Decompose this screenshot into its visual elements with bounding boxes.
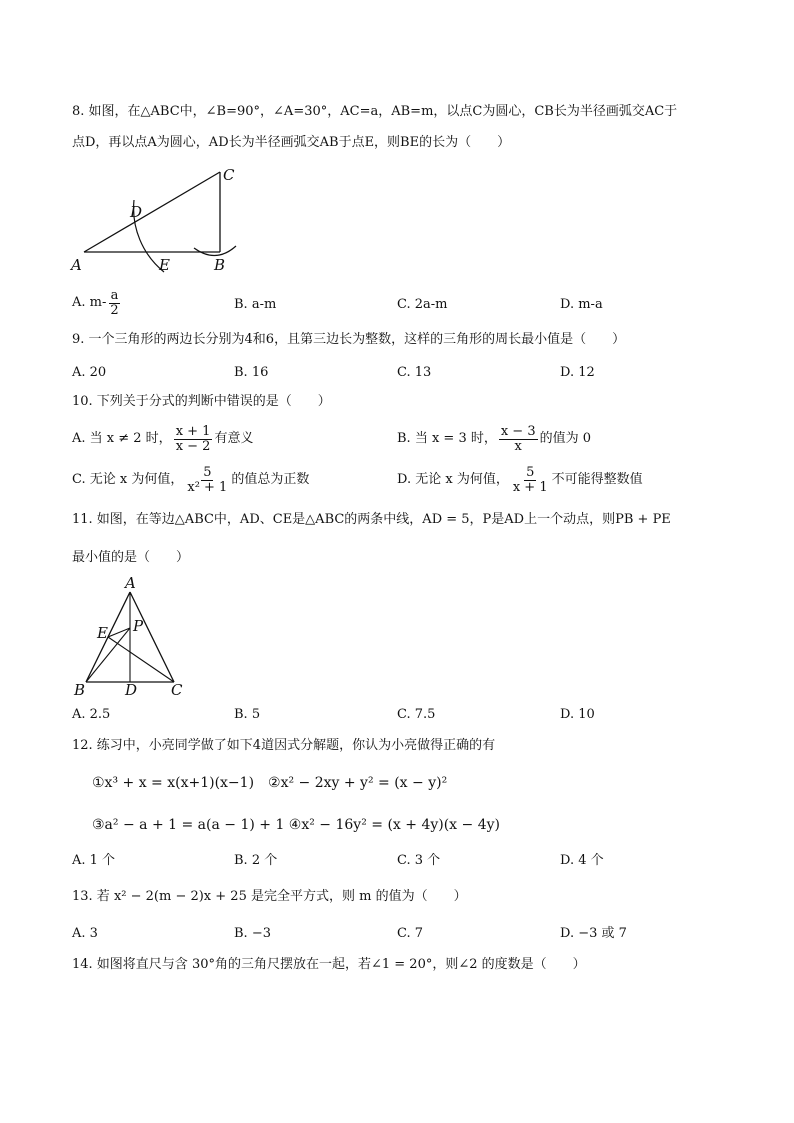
q12-items-row1: ①x³ + x = x(x+1)(x−1) ②x² − 2xy + y² = (x − y)² xyxy=(92,775,448,791)
q10-option-a[interactable] xyxy=(72,421,253,457)
q8-label-e: E xyxy=(159,256,170,274)
q13-stem: 13. 若 x² − 2(m − 2)x + 25 是完全平方式，则 m 的值为（ ） xyxy=(72,889,467,904)
q10-option-a-prefix: A. 当 x ≠ 2 时， xyxy=(72,431,172,446)
q10-option-a-numerator: x + 1 xyxy=(175,423,211,439)
q10-option-b-fraction xyxy=(499,425,538,454)
q8-option-a-numerator: a xyxy=(110,287,119,303)
q10-stem: 10. 下列关于分式的判断中错误的是（ ） xyxy=(72,394,331,409)
q10-option-a-denominator: x − 2 xyxy=(175,438,211,454)
q11-option-a[interactable]: A. 2.5 xyxy=(72,707,111,722)
q11-label-a: A xyxy=(125,574,136,592)
q10-option-c-fraction xyxy=(185,466,229,495)
q12-option-a[interactable]: A. 1 个 xyxy=(72,853,116,868)
q11-label-c: C xyxy=(171,681,183,699)
q11-option-b[interactable]: B. 5 xyxy=(234,707,261,722)
q13-option-d[interactable]: D. −3 或 7 xyxy=(560,926,627,941)
q13-option-b[interactable]: B. −3 xyxy=(234,926,271,941)
q10-option-c-prefix: C. 无论 x 为何值， xyxy=(72,472,184,487)
q9-stem: 9. 一个三角形的两边长分别为4和6，且第三边长为整数，这样的三角形的周长最小值是（ ） xyxy=(72,332,626,347)
q10-option-c[interactable] xyxy=(72,462,309,498)
q13-option-c[interactable]: C. 7 xyxy=(397,926,424,941)
q12-stem: 12. 练习中，小亮同学做了如下4道因式分解题，你认为小亮做得正确的有 xyxy=(72,738,496,753)
q11-stem-line1: 11. 如图，在等边△ABC中，AD、CE是△ABC的两条中线，AD = 5，P是AD上一个动点，则PB + PE xyxy=(72,512,671,527)
q10-option-b-denominator: x xyxy=(514,438,522,454)
q8-option-a-prefix: A. m- xyxy=(72,295,107,310)
q11-label-p: P xyxy=(133,617,144,635)
q12-option-b[interactable]: B. 2 个 xyxy=(234,853,278,868)
q11-option-d[interactable]: D. 10 xyxy=(560,707,595,722)
q10-option-d-fraction xyxy=(511,466,550,495)
q8-stem-line1: 8. 如图，在△ABC中，∠B=90°，∠A=30°，AC=a，AB=m，以点C为圆心，CB长为半径画弧交AC于 xyxy=(72,104,678,119)
q11-segment-ce xyxy=(108,637,174,682)
q10-option-d-prefix: D. 无论 x 为何值， xyxy=(397,472,509,487)
q11-triangle-figure xyxy=(66,574,196,702)
q10-option-a-fraction xyxy=(174,425,213,454)
q14-stem: 14. 如图将直尺与含 30°角的三角尺摆放在一起，若∠1 = 20°，则∠2 的度数是（ ） xyxy=(72,957,586,972)
q10-option-c-suffix: 的值总为正数 xyxy=(231,472,310,487)
q10-option-c-denominator: x² + 1 xyxy=(187,479,228,495)
q12-option-d[interactable]: D. 4 个 xyxy=(560,853,604,868)
q10-option-b-suffix: 的值为 0 xyxy=(539,431,592,446)
q12-items-row2: ③a² − a + 1 = a(a − 1) + 1 ④x² − 16y² = (x + 4y)(x − 4y) xyxy=(92,817,500,833)
q10-option-a-suffix: 有意义 xyxy=(214,431,254,446)
q10-option-d-numerator: 5 xyxy=(526,464,535,480)
q10-option-d-denominator: x + 1 xyxy=(512,479,548,495)
q11-segment-ac xyxy=(130,592,174,682)
q9-option-c[interactable]: C. 13 xyxy=(397,365,432,380)
q8-option-a[interactable] xyxy=(72,287,123,319)
q10-option-b-numerator: x − 3 xyxy=(500,423,536,439)
q8-stem-line2: 点D，再以点A为圆心，AD长为半径画弧交AB于点E，则BE的长为（ ） xyxy=(72,135,511,150)
q8-arc-near-b xyxy=(194,246,236,256)
q8-segment-ac xyxy=(84,172,220,252)
q11-label-b: B xyxy=(74,681,86,699)
q11-label-e: E xyxy=(97,624,108,642)
q10-option-d-suffix: 不可能得整数值 xyxy=(551,472,643,487)
q10-option-d[interactable] xyxy=(397,462,643,498)
q8-label-a: A xyxy=(71,256,82,274)
q8-option-d[interactable]: D. m-a xyxy=(560,297,603,312)
q10-option-c-numerator: 5 xyxy=(203,464,212,480)
q9-option-a[interactable]: A. 20 xyxy=(72,365,107,380)
q8-triangle-figure xyxy=(66,160,246,280)
q9-option-b[interactable]: B. 16 xyxy=(234,365,269,380)
q8-option-a-fraction xyxy=(108,289,120,318)
q10-option-b[interactable] xyxy=(397,421,591,457)
q8-label-b: B xyxy=(214,256,226,274)
q12-option-c[interactable]: C. 3 个 xyxy=(397,853,441,868)
q11-option-c[interactable]: C. 7.5 xyxy=(397,707,436,722)
q11-stem-line2: 最小值的是（ ） xyxy=(72,550,190,565)
q8-option-c[interactable]: C. 2a-m xyxy=(397,297,448,312)
q8-label-c: C xyxy=(223,166,235,184)
q8-label-d: D xyxy=(130,203,143,221)
q13-option-a[interactable]: A. 3 xyxy=(72,926,98,941)
q8-option-b[interactable]: B. a-m xyxy=(234,297,277,312)
q11-label-d: D xyxy=(125,681,138,699)
q10-option-b-prefix: B. 当 x = 3 时， xyxy=(397,431,497,446)
q9-option-d[interactable]: D. 12 xyxy=(560,365,595,380)
q8-option-a-denominator: 2 xyxy=(110,302,119,318)
